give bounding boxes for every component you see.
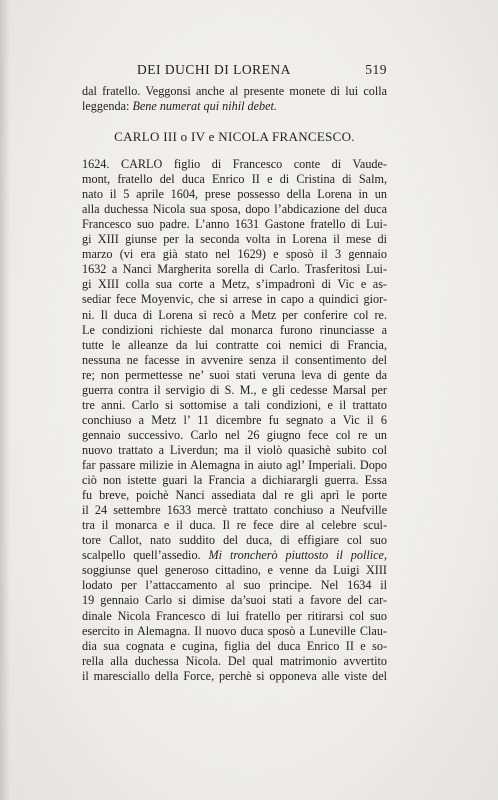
text-line: dia sua cognata e cugina, figlia del duca Enrico II e so- — [82, 638, 387, 653]
text-line: conchiuso a Metz l’ 11 dicembre fu segnato a Vic il 6 — [82, 412, 387, 427]
text-line: esercito in Alemagna. Il nuovo duca sposò a Luneville Clau- — [82, 623, 387, 638]
text-line: 1632 a Nanci Margherita sorella di Carlo. Trasferitosi Lui- — [82, 262, 387, 277]
text-line: 19 gennaio Carlo si dimise da’suoi stati a favore del car- — [82, 593, 387, 608]
text-line: Le condizioni richieste dal monarca furono rinunciasse a — [82, 322, 387, 337]
text-line: tore Callot, nato suddito del duca, di effigiare col suo — [82, 533, 387, 548]
text-line: gi XIII colla sua corte a Metz, s’impadronì di Vic e as- — [82, 277, 387, 292]
text-line: il maresciallo della Force, perchè si opponeva alle viste del — [82, 668, 387, 683]
text-line: tra il monarca e il duca. Il re fece dire al celebre scul- — [82, 518, 387, 533]
running-head — [82, 62, 387, 82]
text-line: Francesco suo padre. L’anno 1631 Gastone fratello di Lui- — [82, 217, 387, 232]
text-line: 1624. CARLO figlio di Francesco conte di Vaude- — [82, 157, 387, 171]
text-line: mont, fratello del duca Enrico II e di Cristina di Salm, — [82, 172, 387, 187]
text-line: guerra contra il servigio di S. M., e gli cedesse Marsal per — [82, 382, 387, 397]
text-line: marzo (vi era già stato nel 1629) e sposò il 3 gennaio — [82, 247, 387, 262]
text-line: tutte le alleanze da lui contratte coi nemici di Francia, — [82, 337, 387, 352]
text-line: sediar fece Moyenvic, che si arrese in capo a quindici gior- — [82, 292, 387, 307]
text-line: dal fratello. Veggonsi anche al presente monete di lui colla — [82, 84, 387, 98]
text-line: il 24 settembre 1633 mercè trattato conchiuso a Neufville — [82, 503, 387, 518]
text-line: scalpello quell’assedio. Mi troncherò piuttosto il pollice, — [82, 548, 387, 563]
text-line: gennaio successivo. Carlo nel 26 giugno fece col re un — [82, 427, 387, 442]
text-line: far passare milizie in Alemagna in aiuto agl’ Imperiali. Dopo — [82, 458, 387, 472]
text-line: lodato per l’attaccamento al suo principe. Nel 1634 il — [82, 578, 387, 593]
text-line: leggenda: Bene numerat qui nihil debet. — [82, 99, 277, 113]
text-line: ciò non istette guari la Francia a dichiarargli guerra. Essa — [82, 473, 387, 488]
text-line: nessuna ne facesse in avvenire senza il consentimento del — [82, 352, 387, 367]
text-line: ni. Il duca di Lorena si recò a Metz per conferire col re. — [82, 307, 387, 322]
text-line: re; non permettesse ne’ suoi stati veruna leva di gente da — [82, 367, 387, 382]
text-line: rella alla duchessa Nicola. Del qual matrimonio avvertito — [82, 653, 387, 668]
text-line: soggiunse quel generoso cittadino, e venne da Luigi XIII — [82, 563, 387, 578]
text-line: fu breve, poichè Nanci assediata dal re gli aprì le porte — [82, 488, 387, 503]
text-line: nuovo trattato a Liverdun; ma il violò quasichè subito col — [82, 442, 387, 457]
text-line: tre anni. Carlo si sottomise a tali condizioni, e il trattato — [82, 397, 387, 412]
section-title: CARLO III o IV e NICOLA FRANCESCO. — [114, 129, 355, 144]
page-number: 519 — [365, 62, 387, 77]
text-line: gi XIII giunse per la seconda volta in Lorena il mese di — [82, 232, 387, 247]
text-line: nato il 5 aprile 1604, prese possesso della Lorena in un — [82, 187, 387, 202]
running-title: DEI DUCHI DI LORENA — [137, 62, 291, 77]
text-line: alla duchessa Nicola sua sposa, dopo l’abdicazione del duca — [82, 202, 387, 217]
text-line: dinale Nicola Francesco di lui fratello per ritirarsi col suo — [82, 608, 387, 623]
